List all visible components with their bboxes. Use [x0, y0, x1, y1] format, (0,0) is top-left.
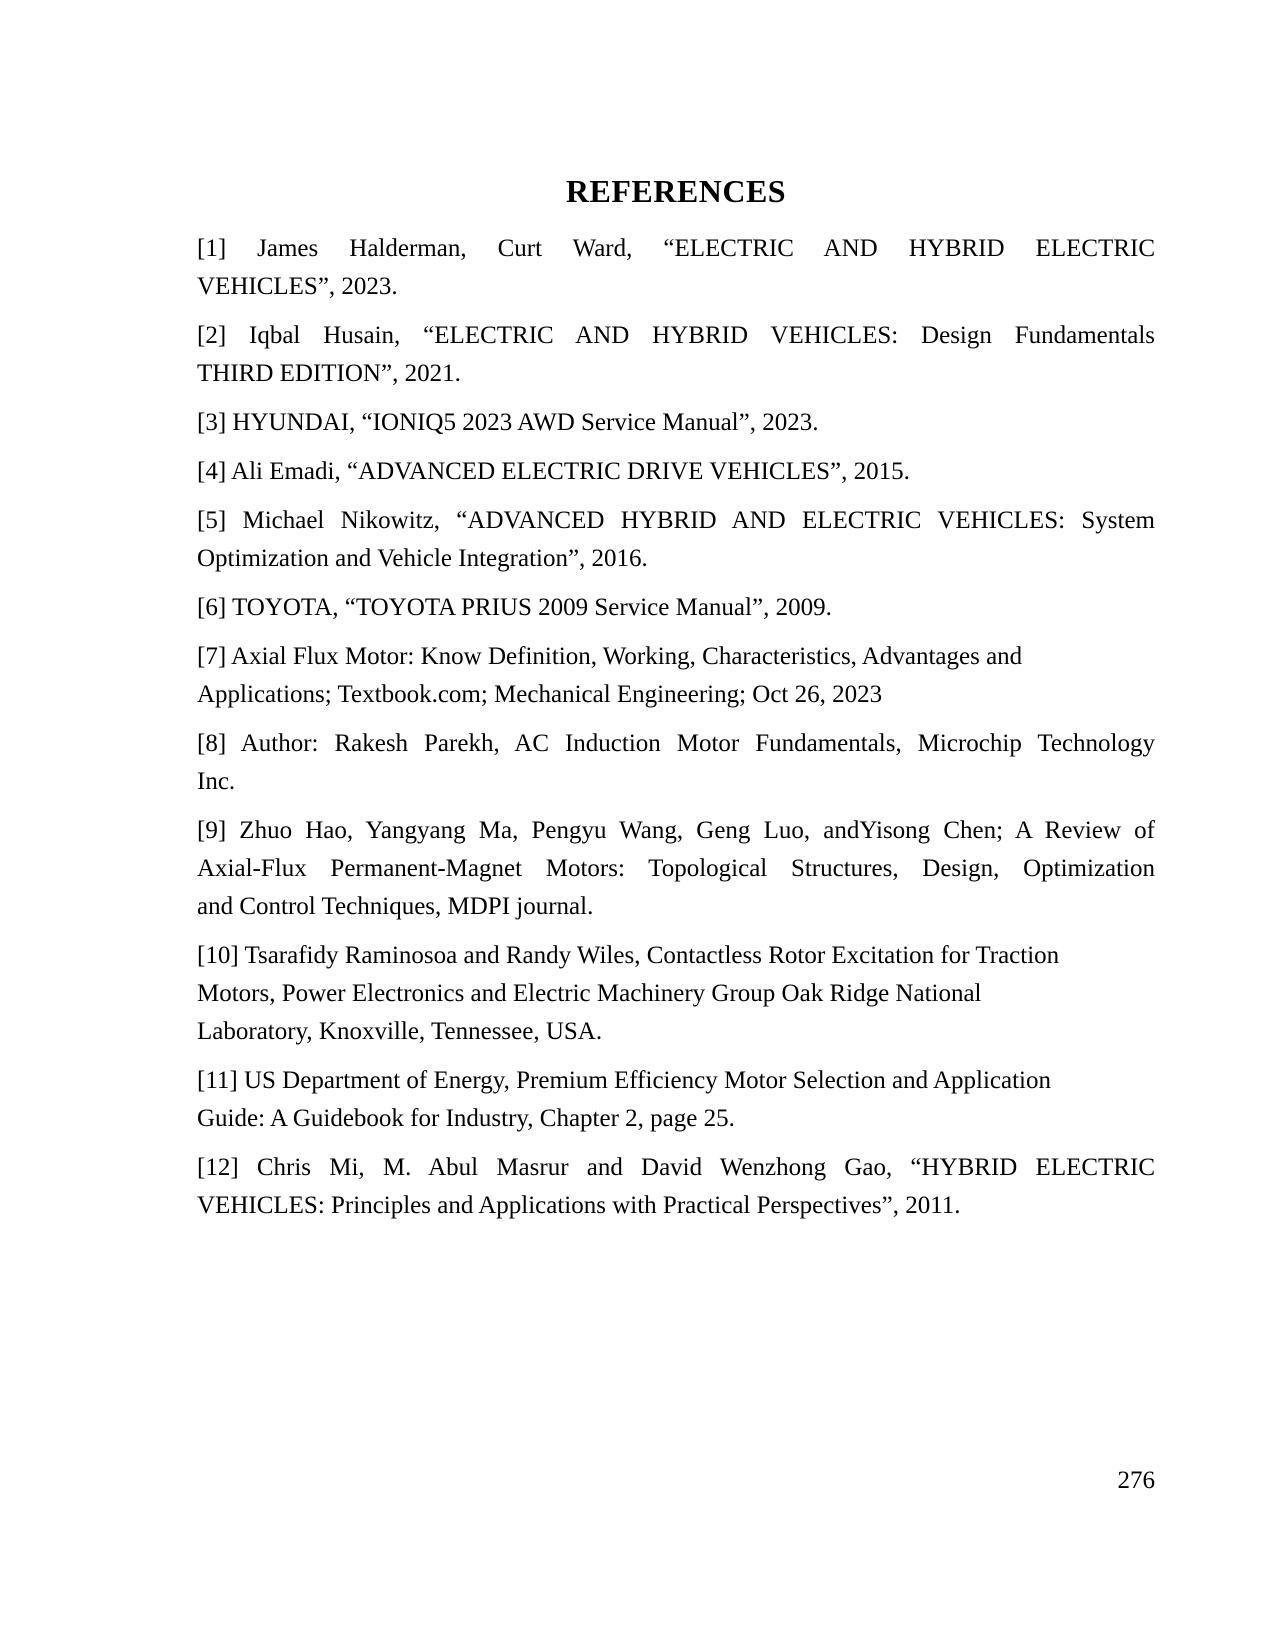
reference-line: [9] Zhuo Hao, Yangyang Ma, Pengyu Wang, Geng Luo, andYisong Chen; A Review of: [197, 817, 1155, 844]
reference-item: [197, 317, 1155, 393]
reference-line: [8] Author: Rakesh Parekh, AC Induction Motor Fundamentals, Microchip Technology: [197, 730, 1155, 757]
reference-item: [197, 638, 1155, 714]
reference-line: [7] Axial Flux Motor: Know Definition, Working, Characteristics, Advantages and: [197, 643, 1023, 670]
references-list: [197, 230, 1155, 1225]
reference-item: [197, 502, 1155, 578]
reference-line: Optimization and Vehicle Integration”, 2016.: [197, 545, 648, 572]
reference-item: [197, 725, 1155, 801]
reference-line: and Control Techniques, MDPI journal.: [197, 893, 594, 920]
page-number: 276: [1117, 1467, 1155, 1494]
reference-line: [5] Michael Nikowitz, “ADVANCED HYBRID AND ELECTRIC VEHICLES: System: [197, 507, 1155, 534]
reference-line: THIRD EDITION”, 2021.: [197, 360, 461, 387]
reference-line: Inc.: [197, 768, 236, 795]
reference-item: [197, 589, 1155, 627]
reference-item: [197, 1062, 1155, 1138]
reference-line: Applications; Textbook.com; Mechanical Engineering; Oct 26, 2023: [197, 681, 883, 708]
page-title: REFERENCES: [565, 173, 787, 209]
reference-line: [4] Ali Emadi, “ADVANCED ELECTRIC DRIVE VEHICLES”, 2015.: [197, 458, 910, 485]
reference-line: [2] Iqbal Husain, “ELECTRIC AND HYBRID VEHICLES: Design Fundamentals: [197, 322, 1155, 349]
reference-item: [197, 812, 1155, 926]
reference-line: VEHICLES: Principles and Applications with Practical Perspectives”, 2011.: [197, 1192, 961, 1219]
reference-item: [197, 1149, 1155, 1225]
reference-item: [197, 404, 1155, 442]
reference-item: [197, 937, 1155, 1051]
reference-line: [11] US Department of Energy, Premium Efficiency Motor Selection and Application: [197, 1067, 1051, 1094]
reference-line: [6] TOYOTA, “TOYOTA PRIUS 2009 Service Manual”, 2009.: [197, 594, 832, 621]
reference-line: VEHICLES”, 2023.: [197, 273, 398, 300]
reference-line: Axial-Flux Permanent-Magnet Motors: Topological Structures, Design, Optimization: [197, 855, 1155, 882]
reference-line: [12] Chris Mi, M. Abul Masrur and David Wenzhong Gao, “HYBRID ELECTRIC: [197, 1154, 1155, 1181]
reference-line: [1] James Halderman, Curt Ward, “ELECTRIC AND HYBRID ELECTRIC: [197, 235, 1155, 262]
reference-line: [3] HYUNDAI, “IONIQ5 2023 AWD Service Manual”, 2023.: [197, 409, 819, 436]
reference-line: [10] Tsarafidy Raminosoa and Randy Wiles, Contactless Rotor Excitation for Traction: [197, 942, 1060, 969]
reference-item: [197, 453, 1155, 491]
reference-line: Motors, Power Electronics and Electric Machinery Group Oak Ridge National: [197, 980, 982, 1007]
reference-line: Guide: A Guidebook for Industry, Chapter 2, page 25.: [197, 1105, 735, 1132]
reference-line: Laboratory, Knoxville, Tennessee, USA.: [197, 1018, 603, 1045]
reference-item: [197, 230, 1155, 306]
document-page: [197, 0, 1155, 1236]
